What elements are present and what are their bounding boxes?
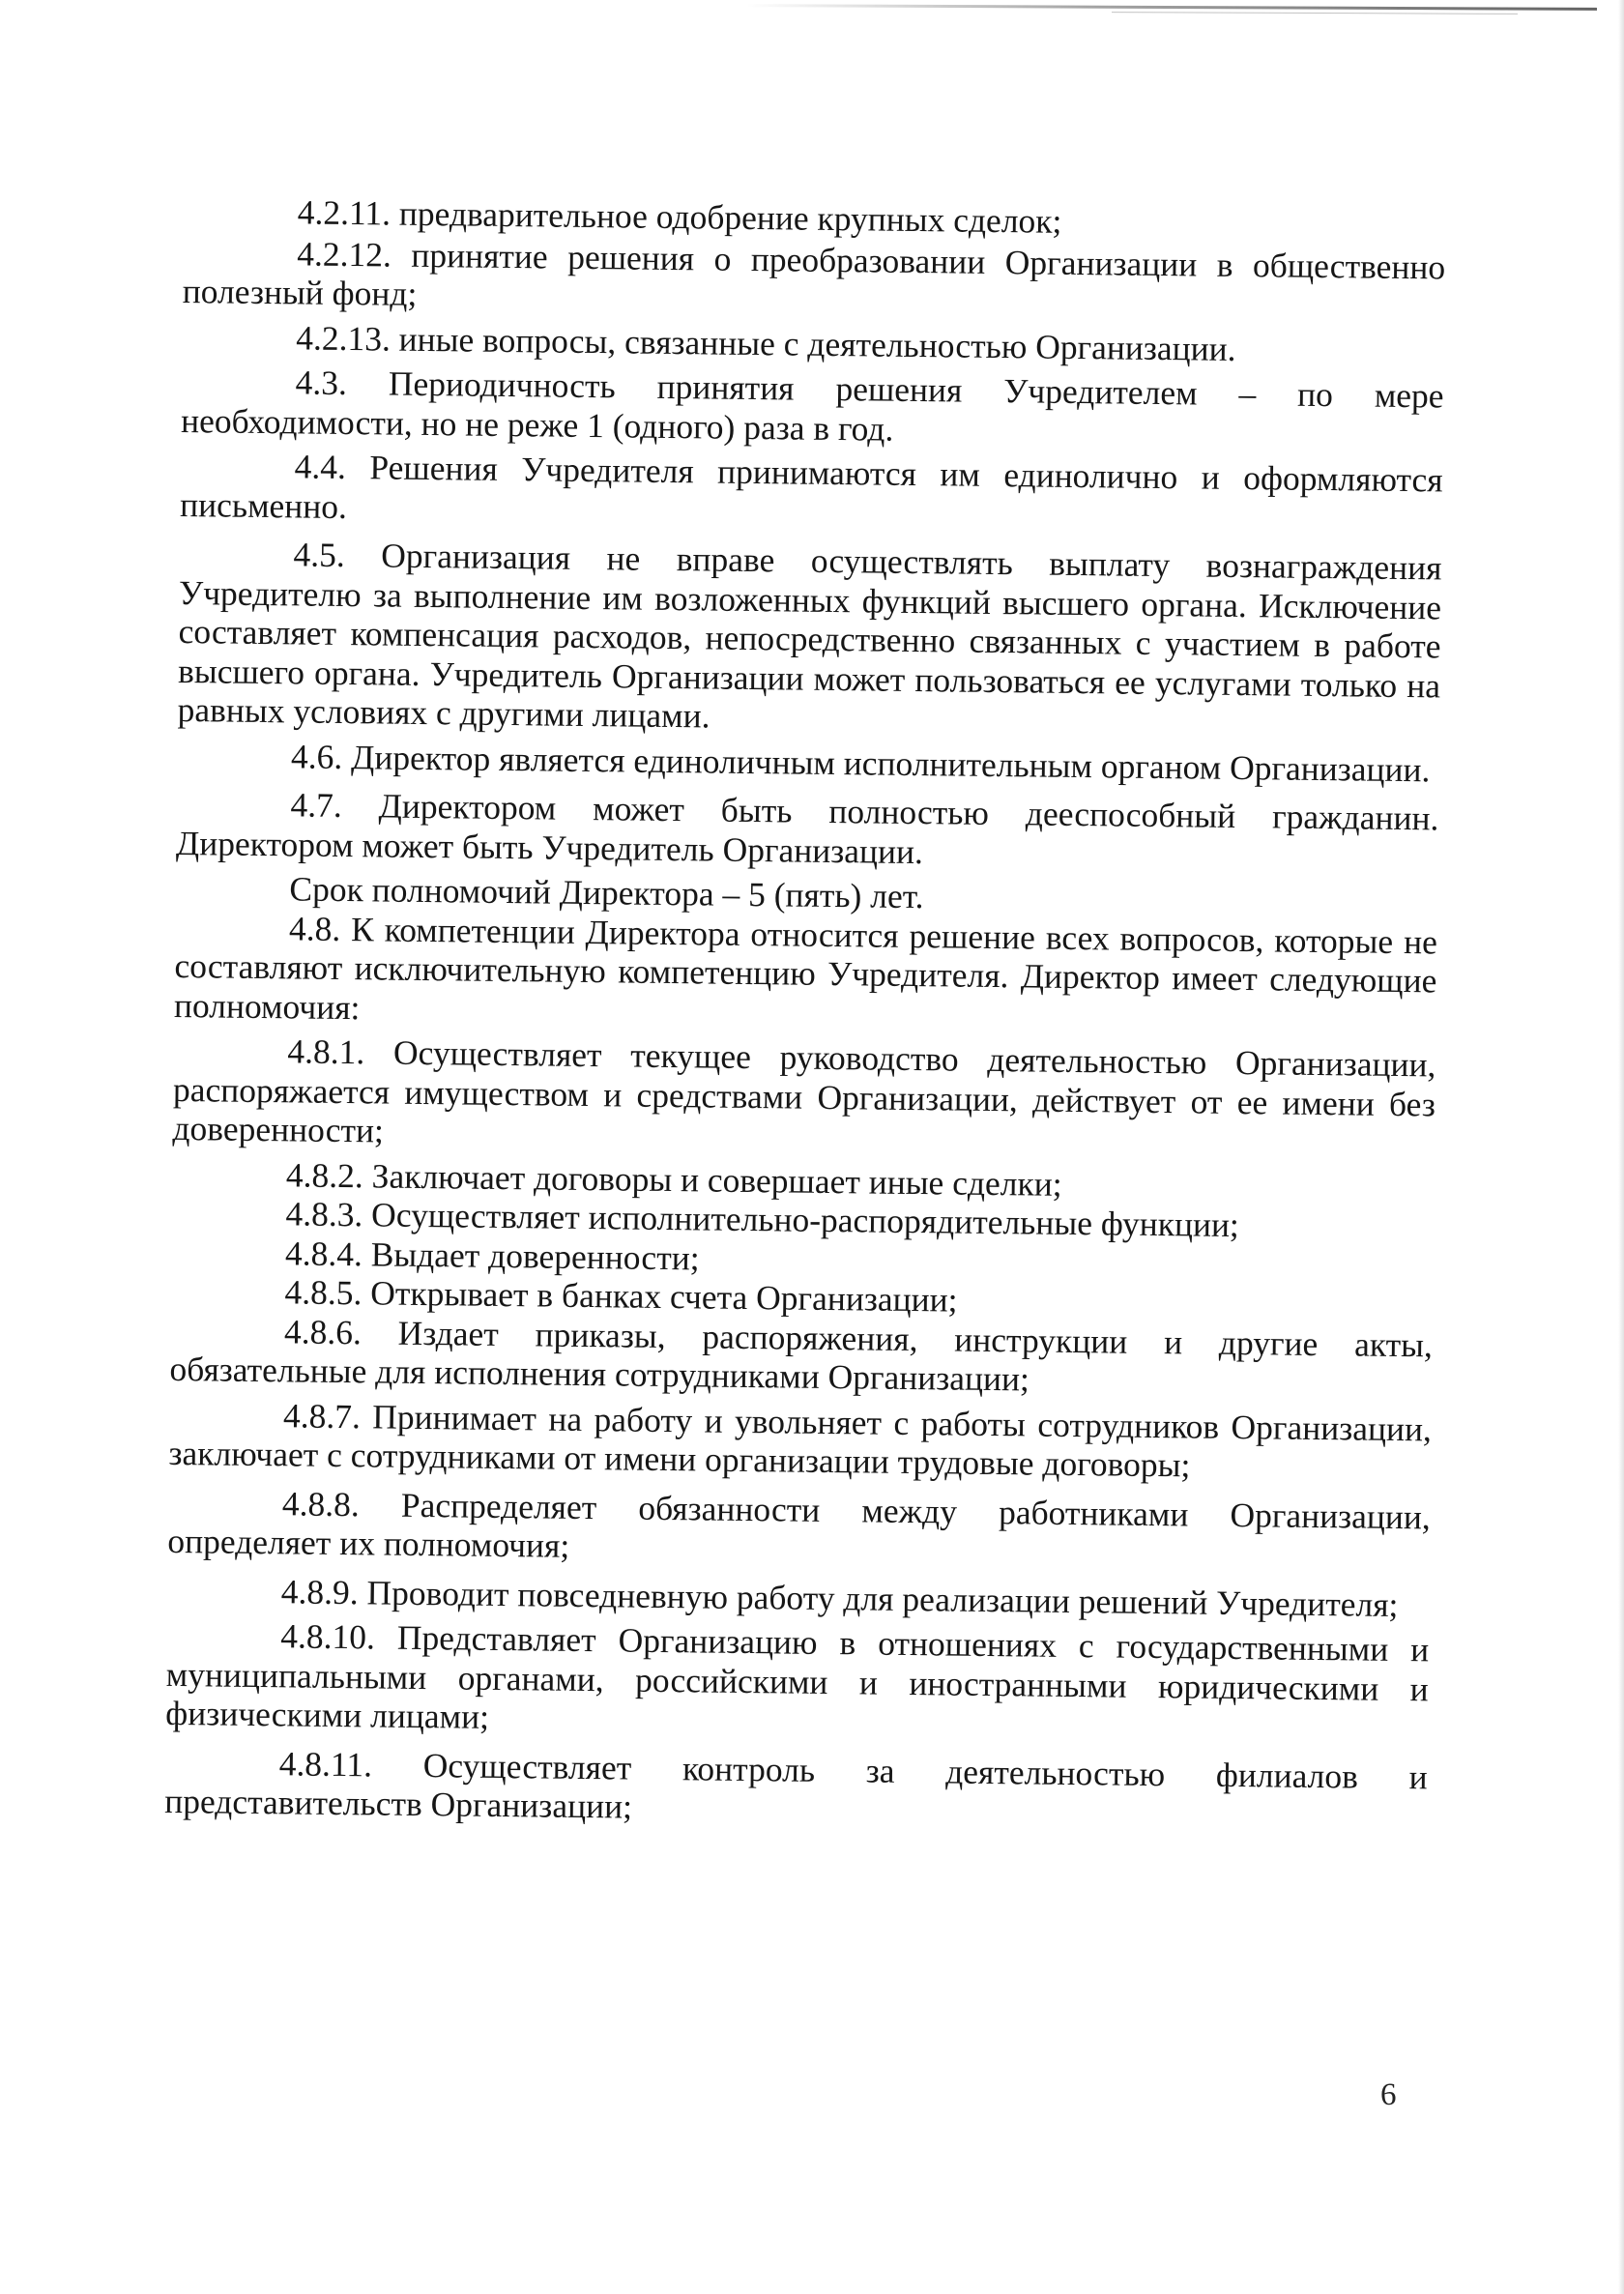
- clause-4-3: 4.3. Периодичность принятия решения Учредителем – по мере необходимости, но не реже 1 (одного) раза в год.: [180, 363, 1444, 449]
- clause-4-8-3: 4.8.3. Осуществляет исполнительно-распорядительные функции;: [285, 1194, 1240, 1245]
- director-term: Срок полномочий Директора – 5 (пять) лет.: [289, 869, 924, 916]
- page-number: 6: [1380, 2077, 1397, 2112]
- clause-4-8-8: 4.8.8. Распределяет обязанности между работниками Организации, определяет их полномочия;: [167, 1483, 1432, 1565]
- clause-4-8-1: 4.8.1. Осуществляет текущее руководство деятельностью Организации, распоряжается имуществом и средствами Организации, действует от ее имени без доверенности;: [172, 1031, 1436, 1150]
- clause-4-2-12: 4.2.12. принятие решения о преобразовании Организации в общественно полезный фонд;: [182, 233, 1446, 313]
- scan-edge-mark: [746, 4, 1597, 11]
- clause-4-8-9: 4.8.9. Проводит повседневную работу для реализации решений Учредителя;: [280, 1571, 1399, 1624]
- clause-4-8-6: 4.8.6. Издает приказы, распоряжения, инструкции и другие акты, обязательные для исполнения сотрудниками Организации;: [169, 1311, 1434, 1399]
- clause-4-8-5: 4.8.5. Открывает в банках счета Организации;: [284, 1272, 958, 1320]
- scan-edge-shadow: [1618, 0, 1624, 2294]
- clause-4-2-13: 4.2.13. иные вопросы, связанные с деятельностью Организации.: [295, 317, 1236, 368]
- document-page: [164, 191, 1446, 1836]
- clause-4-8-7: 4.8.7. Принимает на работу и увольняет с работы сотрудников Организации, заключает с сотрудниками от имени организации трудовые договоры;: [168, 1395, 1433, 1485]
- clause-4-8-10: 4.8.10. Представляет Организацию в отношениях с государственными и муниципальными органами, российскими и иностранными юридическими и физическими лицами;: [165, 1616, 1430, 1736]
- clause-4-8-2: 4.8.2. Заключает договоры и совершает иные сделки;: [285, 1154, 1062, 1204]
- clause-4-7: 4.7. Директором может быть полностью дееспособный гражданин. Директором может быть Учредитель Организации.: [175, 785, 1439, 871]
- clause-4-2-11: 4.2.11. предварительное одобрение крупных сделок;: [297, 192, 1062, 241]
- clause-4-4: 4.4. Решения Учредителя принимаются им единолично и оформляются письменно.: [179, 447, 1443, 526]
- scan-edge-mark-secondary: [1112, 12, 1518, 15]
- clause-4-8: 4.8. К компетенции Директора относится решение всех вопросов, которые не составляют исключительную компетенцию Учредителя. Директор имеет следующие полномочия:: [173, 908, 1438, 1027]
- clause-4-5: 4.5. Организация не вправе осуществлять выплату вознаграждения Учредителю за выполнение им возложенных функций высшего органа. Исключение составляет компенсация расходов, непосредственно связанных с участием в работе высшего органа. Учредитель Организации может пользоваться ее услугами только на равных условиях с другими лицами.: [177, 535, 1442, 736]
- clause-4-6: 4.6. Директор является единоличным исполнительным органом Организации.: [290, 736, 1431, 789]
- clause-4-8-11: 4.8.11. Осуществляет контроль за деятельностью филиалов и представительств Организации;: [164, 1743, 1428, 1826]
- clause-4-8-4: 4.8.4. Выдает доверенности;: [284, 1233, 700, 1277]
